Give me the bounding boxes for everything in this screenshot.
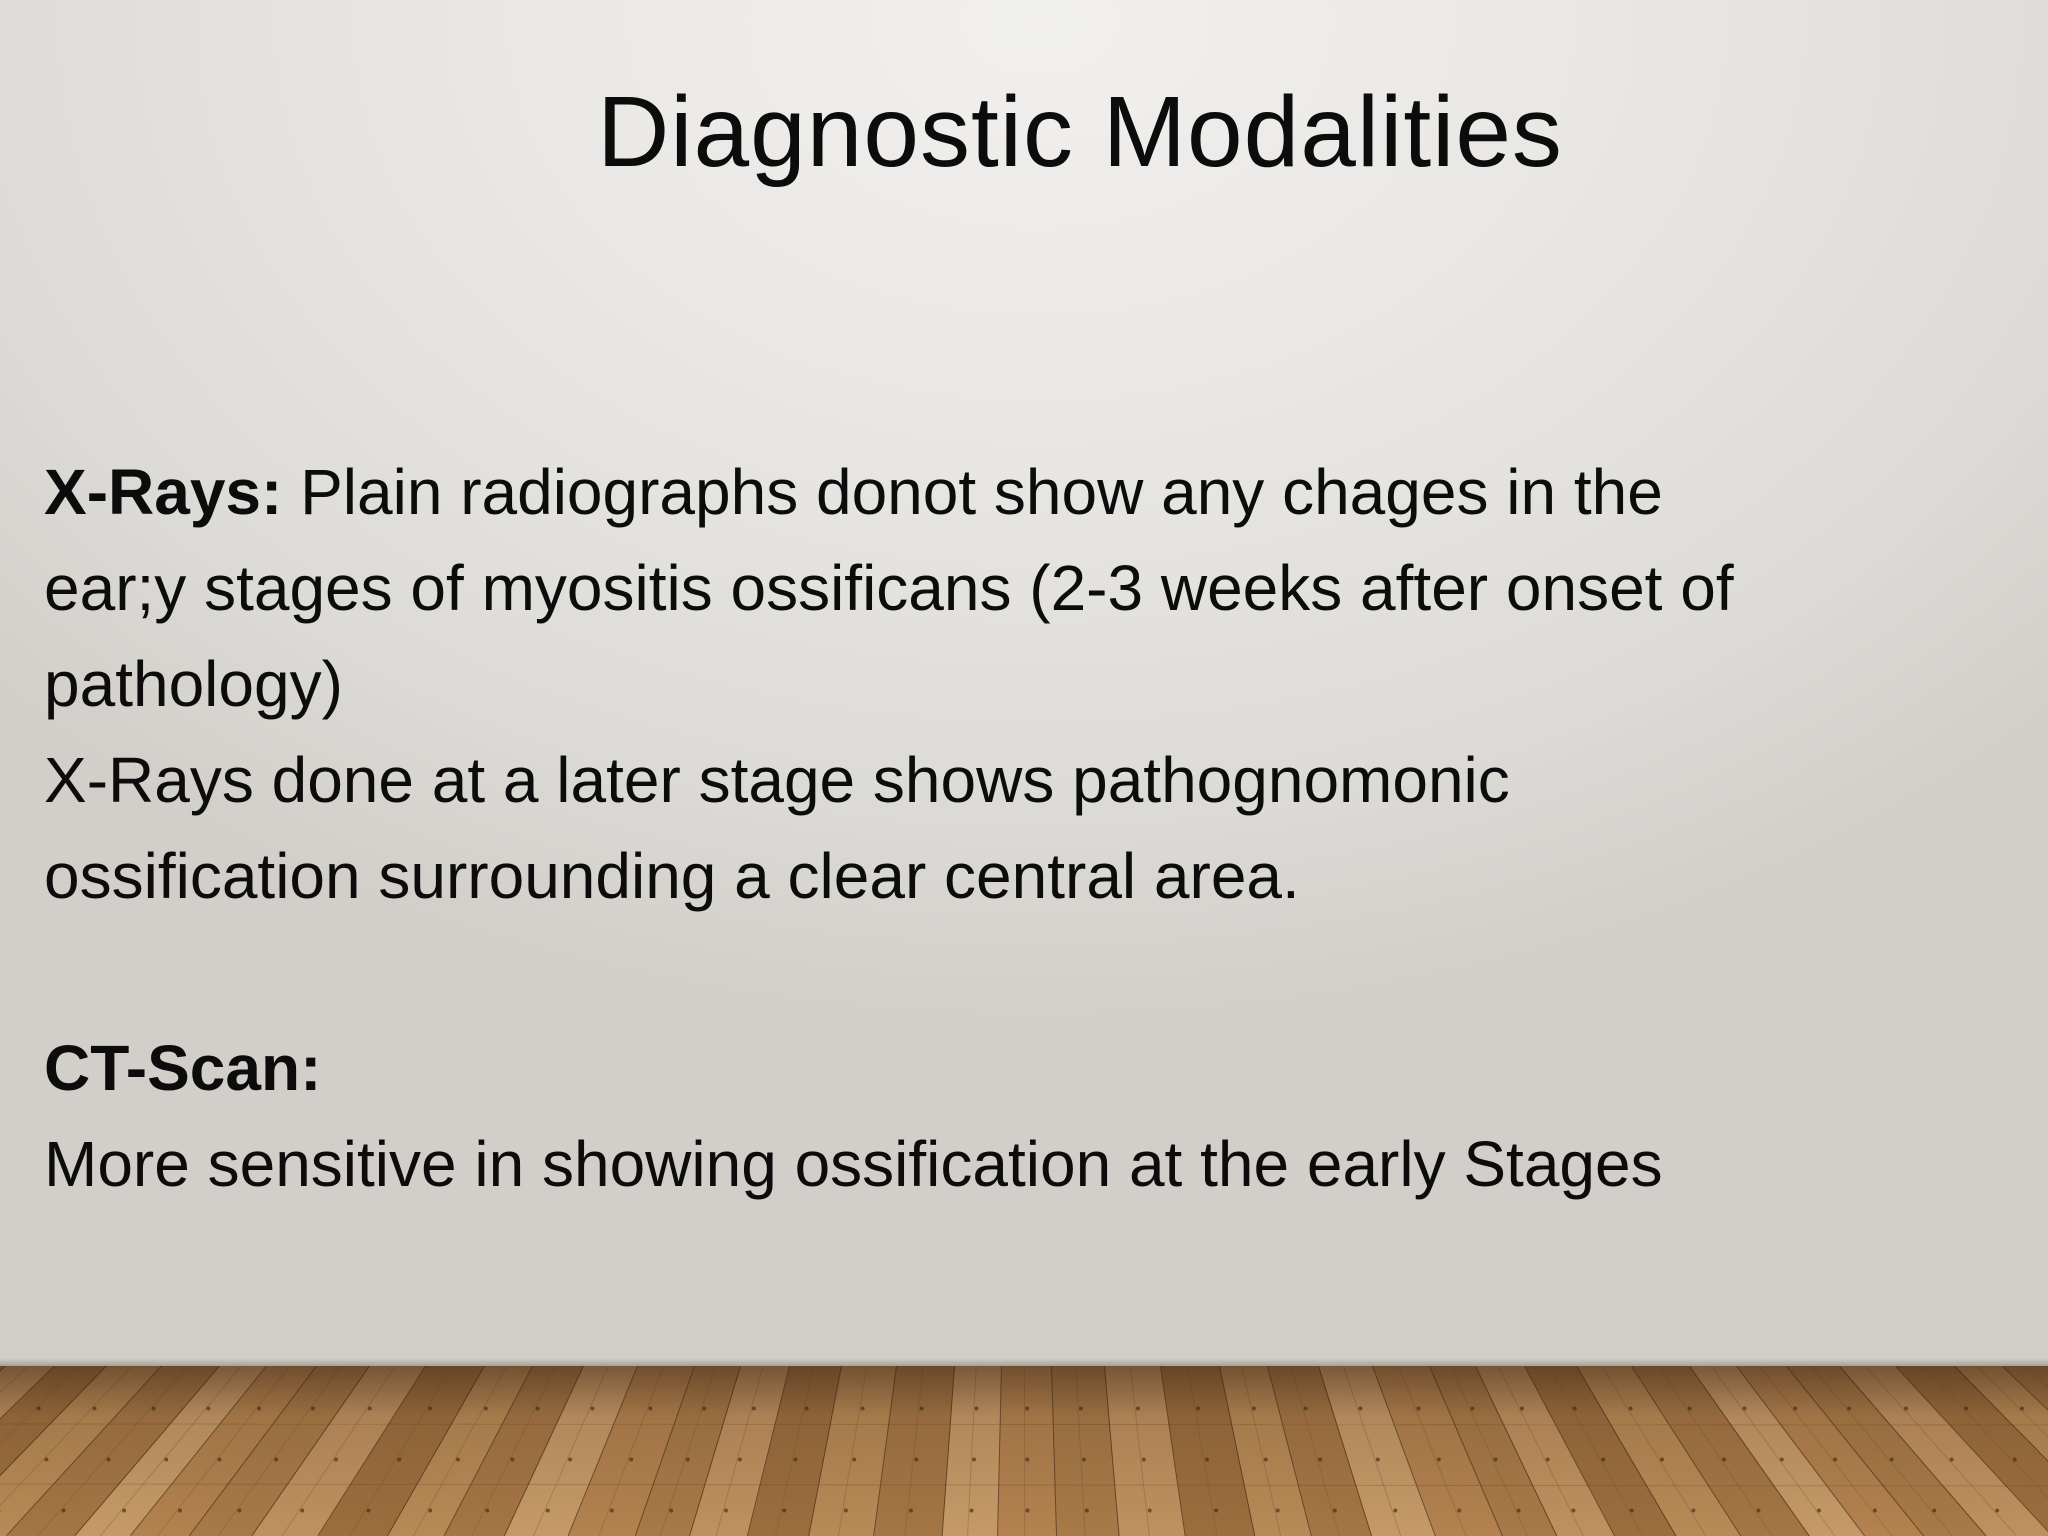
xrays-text-1: Plain radiographs donot show any chages in the	[282, 456, 1663, 528]
xrays-heading: X-Rays:	[44, 456, 283, 528]
xrays-line-3: pathology)	[44, 648, 343, 720]
xrays-line-4: X-Rays done at a later stage shows pathognomonic	[44, 744, 1510, 816]
ct-text-1: More sensitive in showing ossification at the early Stages	[44, 1128, 1663, 1200]
ct-heading: CT-Scan:	[44, 1032, 322, 1104]
slide-title: Diagnostic Modalities	[597, 76, 1563, 188]
wooden-floor	[0, 1366, 2048, 1536]
xrays-line-2: ear;y stages of myositis ossificans (2-3 weeks after onset of	[44, 552, 1734, 624]
wood-planks-image	[0, 1366, 2048, 1536]
xrays-line-1	[44, 444, 2004, 540]
paragraph-spacer	[44, 924, 2004, 1020]
slide-body	[44, 444, 2004, 1212]
xrays-line-5: ossification surrounding a clear central area.	[44, 840, 1300, 912]
